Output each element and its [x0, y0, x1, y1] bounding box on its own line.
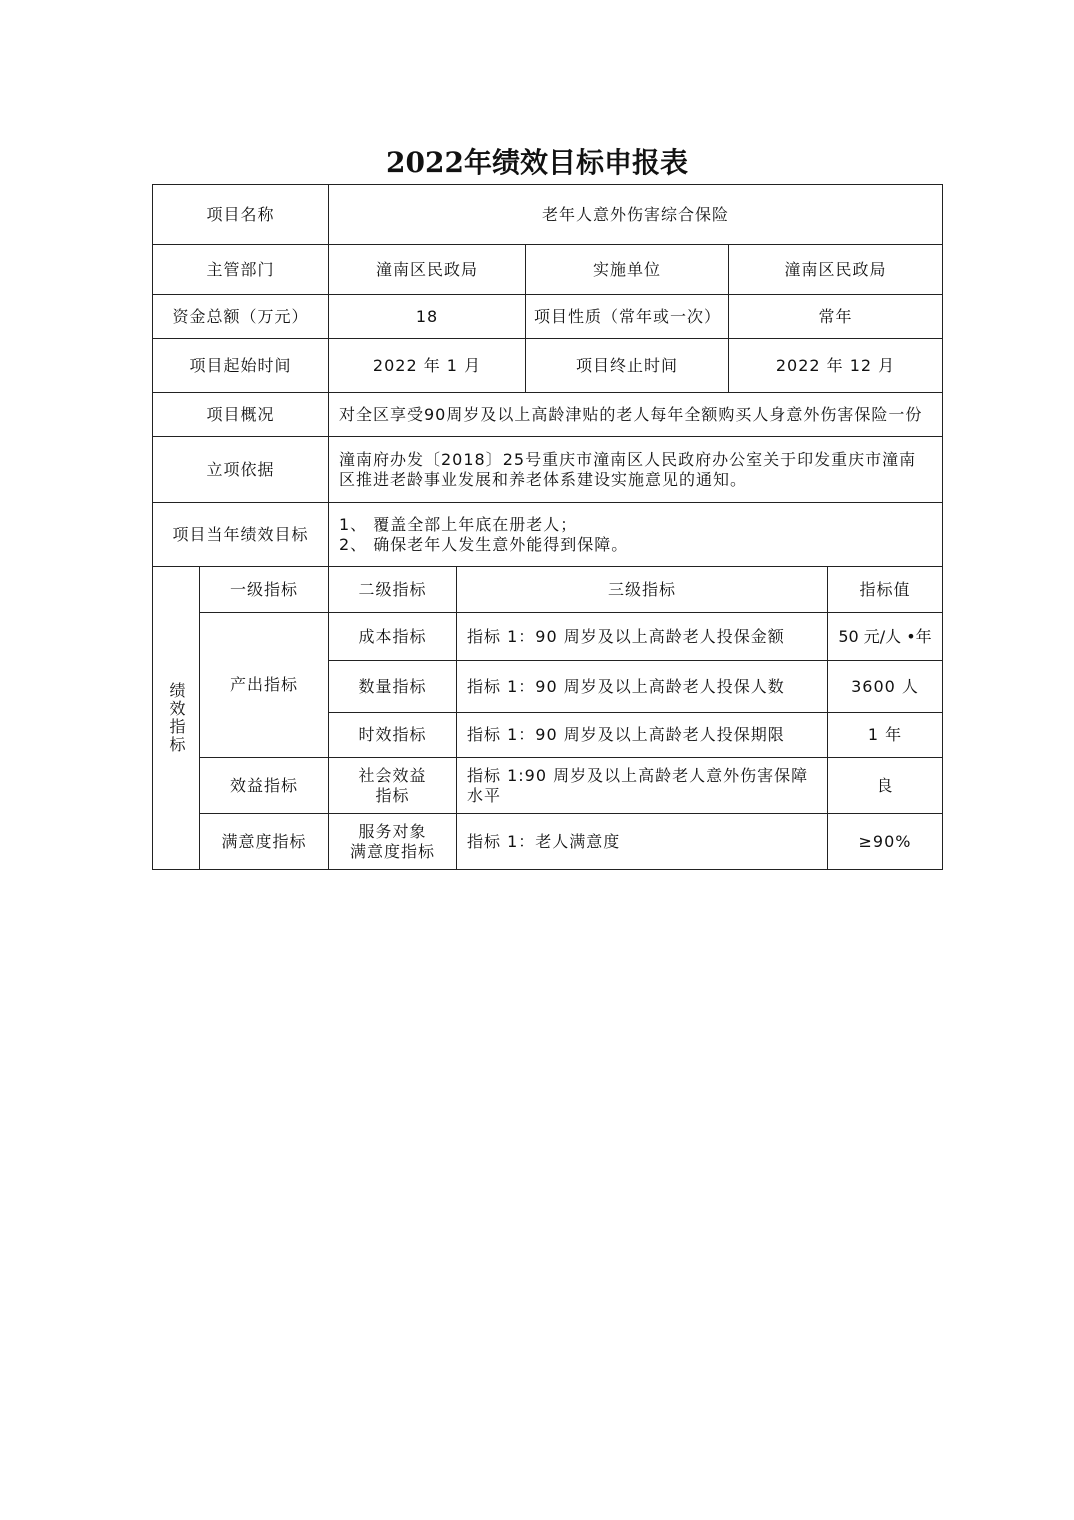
header-value: 指标值: [828, 567, 942, 613]
satisfaction-indicator-label: 满意度指标: [200, 814, 329, 869]
benefit-indicator-label: 效益指标: [200, 758, 329, 814]
start-time-value: 2022 年 1 月: [329, 339, 526, 393]
indicators-section-text: 绩效指标: [167, 682, 186, 754]
quantity-indicator-label: 数量指标: [329, 661, 457, 713]
cost-indicator-desc: 指标 1：90 周岁及以上高龄老人投保金额: [457, 613, 828, 661]
basis-value: 潼南府办发〔2018〕25号重庆市潼南区人民政府办公室关于印发重庆市潼南区推进老龄事业发展和养老体系建设实施意见的通知。: [329, 437, 942, 503]
overview-value: 对全区享受90周岁及以上高龄津贴的老人每年全额购买人身意外伤害保险一份: [329, 393, 942, 437]
department-value: 潼南区民政局: [329, 245, 526, 295]
quantity-indicator-value: 3600 人: [828, 661, 942, 713]
basis-label: 立项依据: [153, 437, 329, 503]
satisfaction-value: ≥90%: [858, 831, 912, 851]
header-level3: 三级指标: [457, 567, 828, 613]
goals-label: 项目当年绩效目标: [153, 503, 329, 567]
social-benefit-value: 良: [828, 758, 942, 814]
end-time-value: 2022 年 12 月: [729, 339, 942, 393]
performance-table: [152, 184, 943, 870]
department-label: 主管部门: [153, 245, 329, 295]
implementer-value: 潼南区民政局: [729, 245, 942, 295]
document-title: 2022年绩效目标申报表: [386, 146, 688, 179]
timeliness-indicator-desc: 指标 1：90 周岁及以上高龄老人投保期限: [457, 713, 828, 758]
timeliness-indicator-label: 时效指标: [329, 713, 457, 758]
end-time-label: 项目终止时间: [526, 339, 729, 393]
funding-value: 18: [329, 295, 526, 339]
satisfaction-desc: 指标 1：老人满意度: [457, 814, 828, 869]
start-time-label: 项目起始时间: [153, 339, 329, 393]
social-benefit-label: 社会效益 指标: [329, 758, 457, 814]
funding-label: 资金总额（万元）: [153, 295, 329, 339]
quantity-indicator-desc: 指标 1：90 周岁及以上高龄老人投保人数: [457, 661, 828, 713]
cost-indicator-label: 成本指标: [329, 613, 457, 661]
timeliness-indicator-value: 1 年: [828, 713, 942, 758]
project-name-label: 项目名称: [153, 185, 329, 245]
cost-indicator-value: 50 元/人 •年: [828, 613, 942, 661]
project-nature-label: 项目性质（常年或一次）: [526, 295, 729, 339]
project-nature-value: 常年: [729, 295, 942, 339]
output-indicator-label: 产出指标: [200, 613, 329, 758]
implementer-label: 实施单位: [526, 245, 729, 295]
service-satisfaction-label: 服务对象 满意度指标: [329, 814, 457, 869]
header-level1: 一级指标: [200, 567, 329, 613]
social-benefit-desc: 指标 1:90 周岁及以上高龄老人意外伤害保障水平: [457, 758, 828, 814]
project-name-value: 老年人意外伤害综合保险: [329, 185, 942, 245]
goals-value: 1、 覆盖全部上年底在册老人； 2、 确保老年人发生意外能得到保障。: [329, 503, 942, 567]
overview-label: 项目概况: [153, 393, 329, 437]
indicators-section-label: [153, 567, 200, 869]
header-level2: 二级指标: [329, 567, 457, 613]
